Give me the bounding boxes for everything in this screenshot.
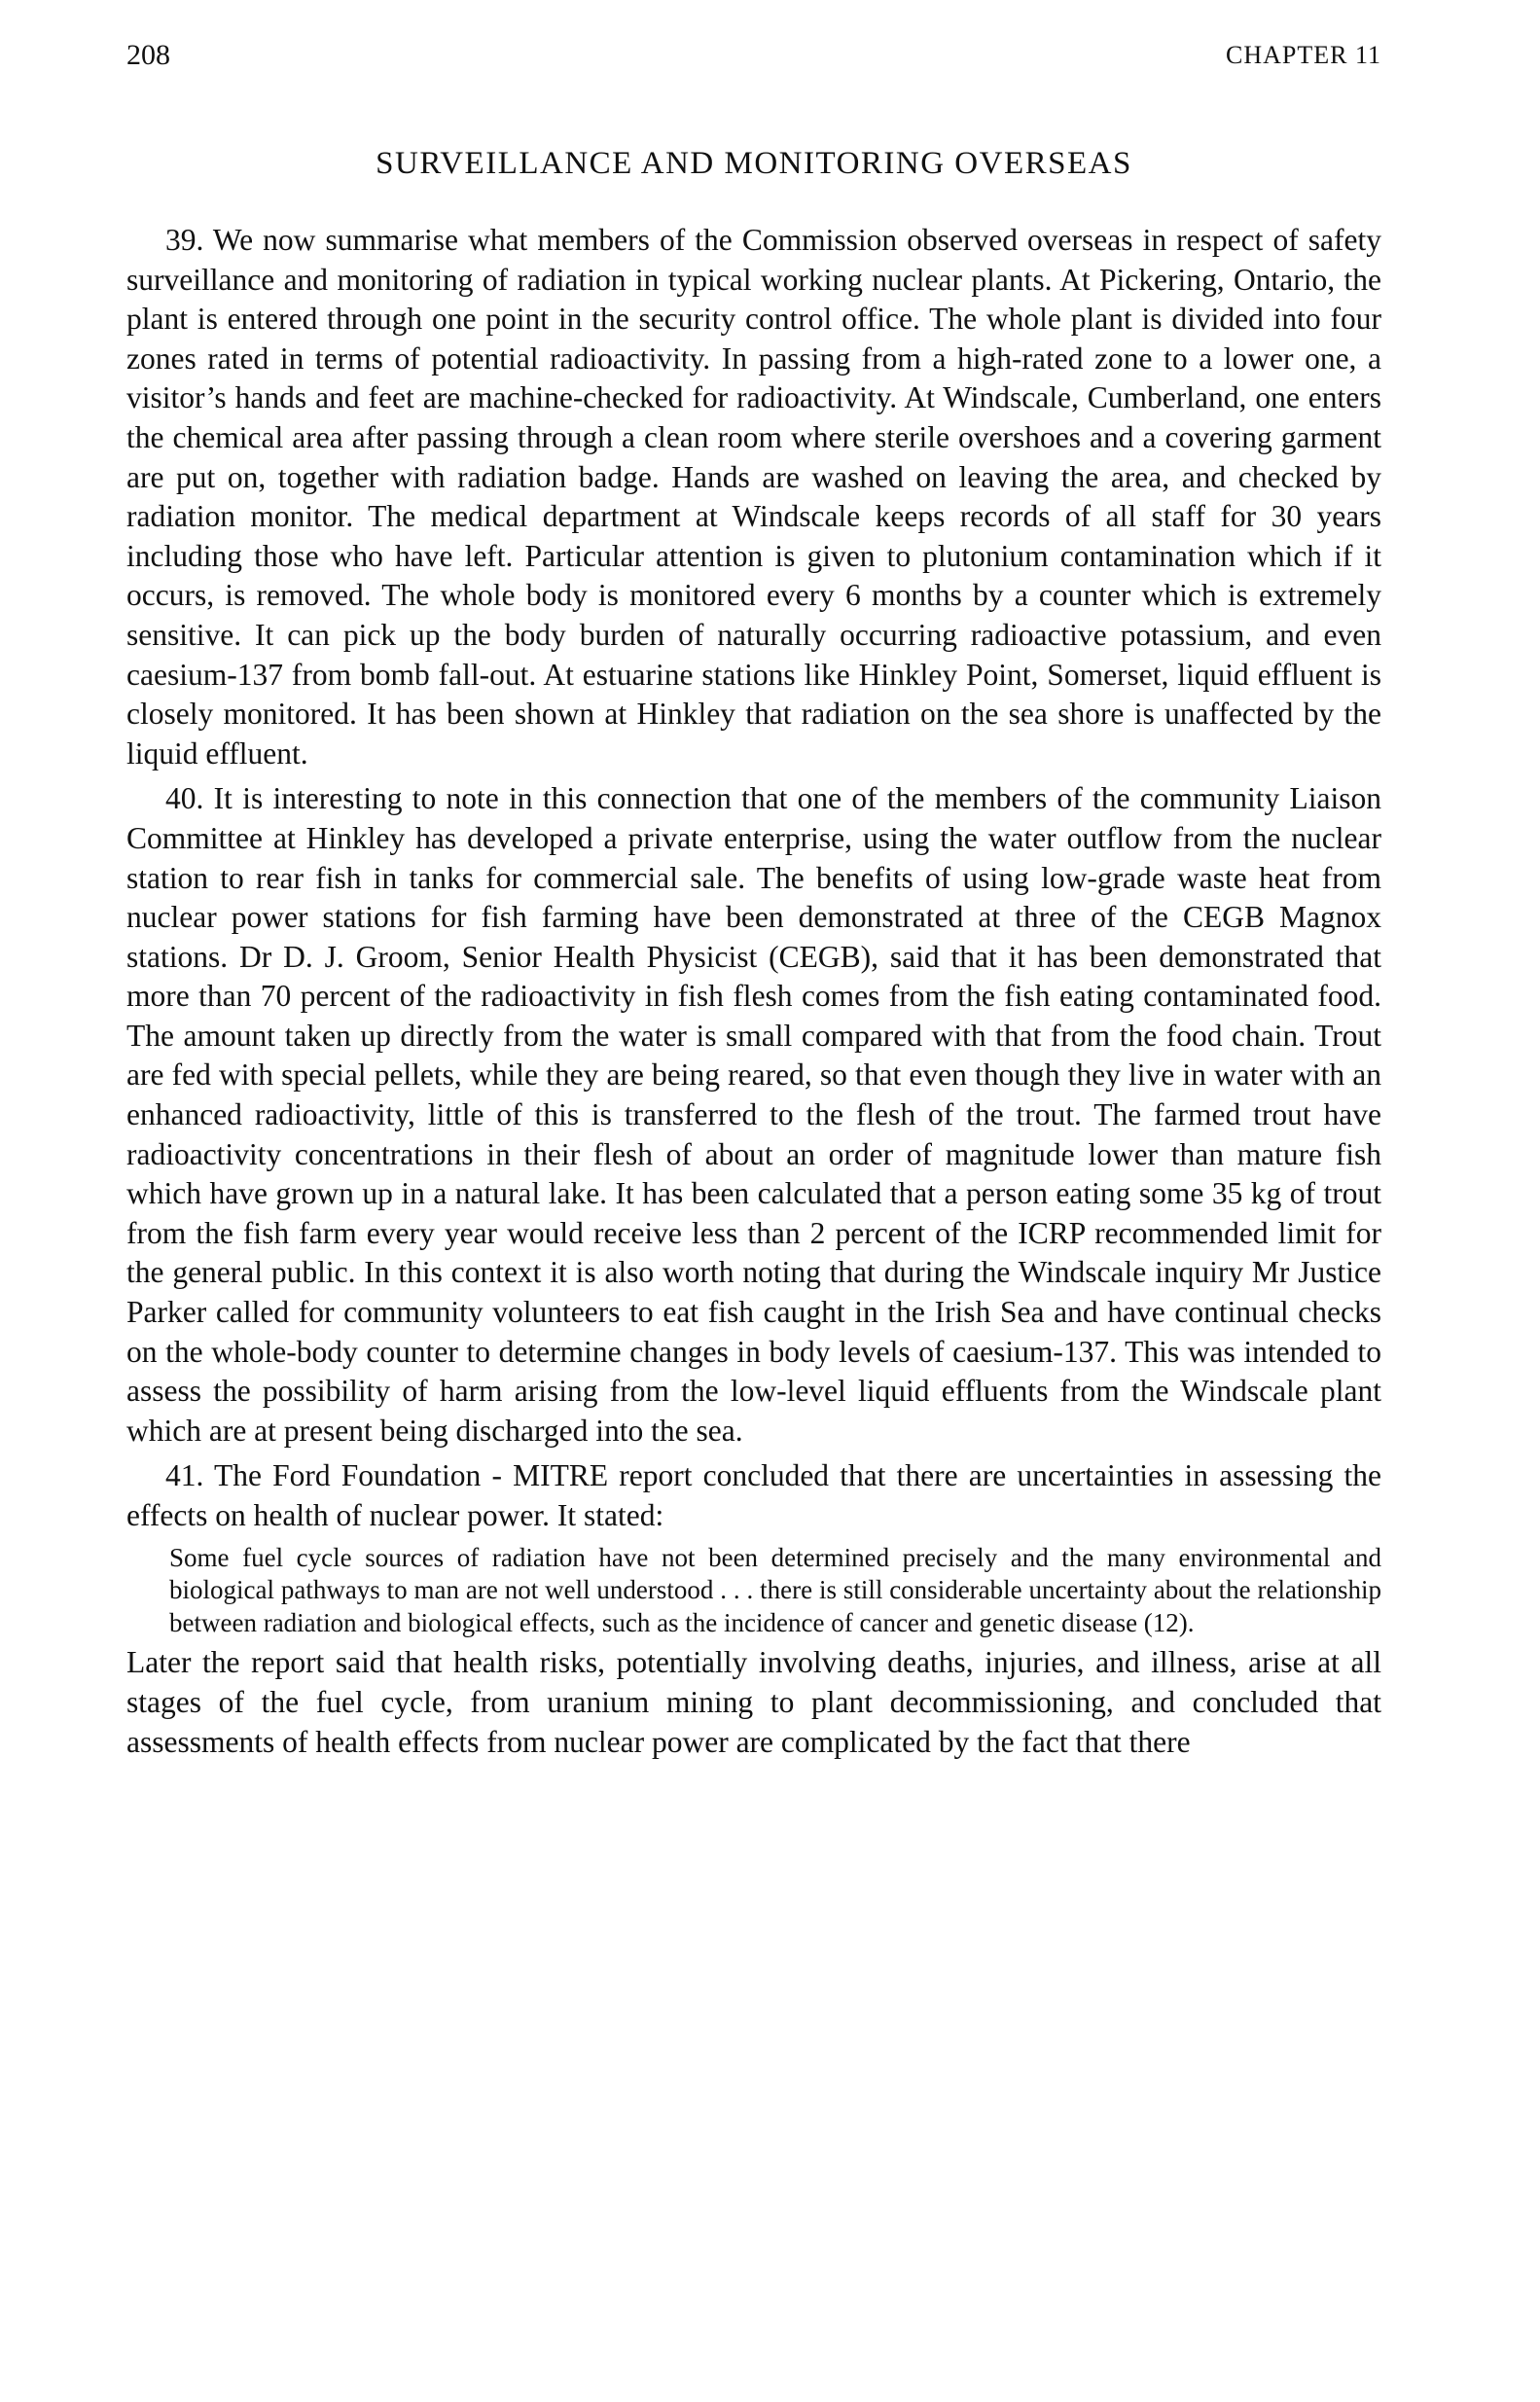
paragraph-continuation: Later the report said that health risks, potentially involving deaths, injuries, and illness, arise at all stages of the fuel cycle, from uranium mining to plant decommissioning, and concluded that assessments of health effects from nuclear power are complicated by the fact that there xyxy=(126,1645,1381,1759)
document-page xyxy=(126,39,1381,1762)
chapter-label: CHAPTER 11 xyxy=(1226,41,1381,69)
page-number: 208 xyxy=(126,39,170,71)
paragraph-41: 41. The Ford Foundation - MITRE report concluded that there are uncertainties in assessing the effects on health of nuclear power. It stated: xyxy=(126,1458,1381,1532)
section-title: SURVEILLANCE AND MONITORING OVERSEAS xyxy=(376,146,1132,181)
running-head xyxy=(126,39,1381,88)
paragraph-39: 39. We now summarise what members of the Commission observed overseas in respect of safety surveillance and monitoring of radiation in typical working nuclear plants. At Pickering, Ontario, the plant is entered through one point in the security control office. The whole plant is divided into four zones rated in terms of potential radioactivity. In passing from a high-rated zone to a lower one, a visitor’s hands and feet are machine-checked for radioactivity. At Windscale, Cumberland, one enters the chemical area after passing through a clean room where sterile overshoes and a covering garment are put on, together with radiation badge. Hands are washed on leaving the area, and checked by radiation monitor. The medical department at Windscale keeps records of all staff for 30 years including those who have left. Particular attention is given to plutonium contamination which if it occurs, is removed. The whole body is monitored every 6 months by a counter which is extremely sensitive. It can pick up the body burden of naturally occurring radioactive potassium, and even caesium-137 from bomb fall-out. At estuarine stations like Hinkley Point, Somerset, liquid effluent is closely monitored. It has been shown at Hinkley that radiation on the sea shore is unaffected by the liquid effluent. xyxy=(126,223,1381,771)
block-quote: Some fuel cycle sources of radiation have not been determined precisely and the many environmental and biological pathways to man are not well understood . . . there is still considerable uncertainty about the relationship between radiation and biological effects, such as the incidence of cancer and genetic disease (12). xyxy=(169,1542,1381,1637)
paragraph-40: 40. It is interesting to note in this connection that one of the members of the community Liaison Committee at Hinkley has developed a private enterprise, using the water outflow from the nuclear station to rear fish in tanks for commercial sale. The benefits of using low-grade waste heat from nuclear power stations for fish farming have been demonstrated at three of the CEGB Magnox stations. Dr D. J. Groom, Senior Health Physicist (CEGB), said that it has been demonstrated that more than 70 percent of the radioactivity in fish flesh comes from the fish eating contaminated food. The amount taken up directly from the water is small compared with that from the food chain. Trout are fed with special pellets, while they are being reared, so that even though they live in water with an enhanced radioactivity, little of this is transferred to the flesh of the trout. The farmed trout have radioactivity concentrations in their flesh of about an order of magnitude lower than mature fish which have grown up in a natural lake. It has been calculated that a person eating some 35 kg of trout from the fish farm every year would receive less than 2 percent of the ICRP recommended limit for the general public. In this context it is also worth noting that during the Windscale inquiry Mr Justice Parker called for community volunteers to eat fish caught in the Irish Sea and have continual checks on the whole-body counter to determine changes in body levels of caesium-137. This was intended to assess the possibility of harm arising from the low-level liquid effluents from the Windscale plant which are at present being discharged into the sea. xyxy=(126,781,1381,1448)
